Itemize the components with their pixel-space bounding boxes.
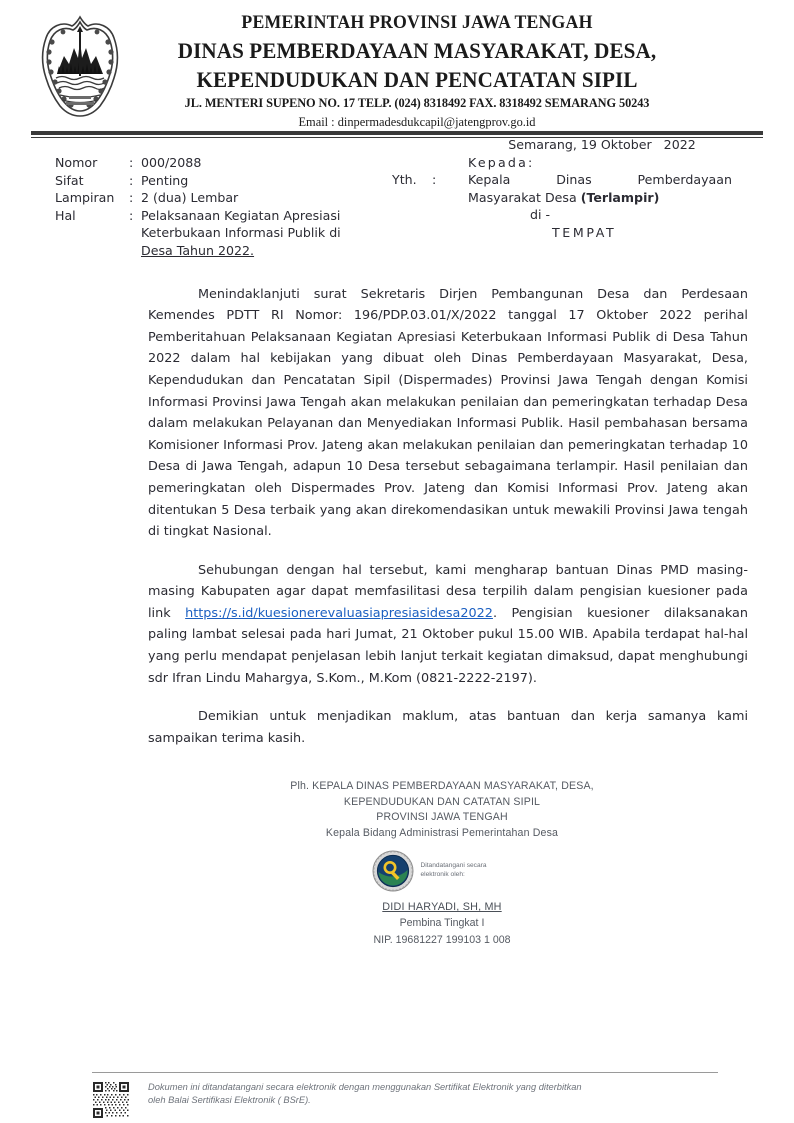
recipient-addressee-row (392, 171, 732, 241)
yth-colon: : (432, 172, 437, 188)
meta-label-nomor: Nomor (55, 155, 98, 170)
addressee-attachment-note: (Terlampir) (580, 189, 660, 205)
body-paragraph-3: Demikian untuk menjadikan maklum, atas bantuan dan kerja samanya kami sampaikan terima kasih. (148, 709, 748, 746)
questionnaire-link[interactable]: https://s.id/kuesionerevaluasiapresiasidesa2022 (185, 605, 493, 621)
signatory-rank: Pembina Tingkat I (399, 917, 485, 930)
addressee-line-2 (468, 189, 732, 207)
signature-title-line-1: Plh. KEPALA DINAS PEMBERDAYAAN MASYARAKAT, DESA, (290, 780, 594, 793)
meta-row-hal (55, 207, 385, 225)
letterhead-email: Email : dinpermadesdukcapil@jatengprov.go.id (298, 115, 536, 129)
meta-row-lampiran (55, 189, 385, 207)
footer-disclaimer-line-2: oleh Balai Sertifikasi Elektronik ( BSrE). (148, 1095, 311, 1105)
meta-row-hal-cont-2 (55, 242, 385, 260)
meta-colon-lampiran: : (129, 190, 134, 206)
signatory-nip: NIP. 19681227 199103 1 008 (373, 933, 511, 946)
electronic-signature-mark (150, 850, 734, 892)
footer-divider (92, 1072, 718, 1073)
addressee-word-3: Pemberdayaan (637, 172, 732, 188)
bsre-seal-icon (372, 850, 414, 892)
letterhead (0, 0, 794, 128)
letterhead-titles (0, 10, 794, 131)
meta-row-hal-cont-1 (55, 224, 385, 242)
meta-row-nomor (55, 154, 385, 172)
addressee-text (468, 171, 732, 241)
addressee-line2-text: Masyarakat Desa (468, 189, 577, 205)
footer-disclaimer (148, 1081, 728, 1107)
addressee-di-line: di - (530, 207, 551, 223)
meta-spacer-c (55, 242, 129, 260)
signature-title-line-3: PROVINSI JAWA TENGAH (376, 811, 508, 824)
body-paragraph-2-pre: Sehubungan dengan hal tersebut, kami mengharap bantuan Dinas PMD masing-masing Kabupaten agar dapat memfasilitasi desa terpilih dalam pengisian kuesioner pada link (148, 562, 748, 621)
footer-disclaimer-line-1: Dokumen ini ditandatangani secara elektronik dengan menggunakan Sertifikat Elektronik yang diterbitkan (148, 1082, 582, 1092)
body-paragraph-2-post: . Pengisian kuesioner dilaksanakan paling lambat selesai pada hari Jumat, 21 Oktober pukul 15.00 WIB. Apabila terdapat hal-hal yang perlu mendapat penjelasan lebih lanjut terkait kegiatan dimaksud, dapat menghubungi sdr Ifran Lindu Mahargya, S.Kom., M.Kom (0821-2222-2197). (148, 605, 748, 686)
meta-value-hal-line2: Keterbukaan Informasi Publik di (141, 225, 341, 241)
meta-colon-hal: : (129, 207, 134, 223)
electronic-signature-caption (421, 862, 513, 879)
meta-spacer-a (55, 224, 129, 242)
body-paragraph-1: Menindaklanjuti surat Sekretaris Dirjen Pembangunan Desa dan Perdesaan Kemendes PDTT RI Nomor: 196/PDP.03.01/X/2022 tanggal 17 Oktober 2022 perihal Pemberitahuan Pelaksanaan Kegiatan Apresiasi Keterbukaan Informasi Publik di Desa Tahun 2022 dalam hal kebijakan yang dibuat oleh Dinas Pemberdayaan Masyarakat, Desa, Kependudukan dan Pencatatan Sipil (Dispermades) Provinsi Jawa Tengah dengan Komisi Informasi Provinsi Jawa Tengah akan melakukan penilaian dan pemeringkatan terhadap Desa dalam melakukan Pelayanan dan Menyediakan Informasi Publik. Hasil pembahasan bersama Komisioner Informasi Prov. Jateng akan melakukan penilaian dan pemeringkatan terhadap 10 Desa di Jawa Tengah, adapun 10 Desa tersebut sebagaimana terlampir. Hasil penilaian dan pemeringkatan oleh Dispermades Prov. Jateng dan Komisi Informasi Prov. Jateng akan ditentukan 5 Desa terbaik yang akan direkomendasikan untuk mewakili Provinsi Jawa tengah di tingkat Nasional. (148, 286, 748, 540)
yth-label: Yth. (392, 172, 417, 188)
body-paragraph-2 (148, 560, 748, 690)
addressee-tempat-line: TEMPAT (552, 224, 617, 240)
divider-thick-line (31, 131, 763, 135)
meta-value-hal-line3: Desa Tahun 2022. (141, 242, 255, 258)
meta-value-lampiran: 2 (dua) Lembar (141, 190, 239, 206)
meta-spacer-d (129, 242, 141, 260)
signature-title-line-4: Kepala Bidang Administrasi Pemerintahan Desa (325, 826, 559, 839)
meta-colon-nomor: : (129, 155, 134, 170)
electronic-signature-qr-code-icon (92, 1081, 130, 1119)
letter-reference-fields (55, 154, 385, 260)
esign-caption-line-2: elektronik oleh: (420, 871, 465, 879)
meta-label-hal: Hal (55, 207, 76, 223)
meta-spacer-b (129, 224, 141, 242)
letter-date: Semarang, 19 Oktober 2022 (508, 137, 696, 152)
letterhead-line-2: DINAS PEMBERDAYAAN MASYARAKAT, DESA, (177, 38, 657, 63)
footer-block (92, 1081, 732, 1119)
addressee-word-2: Dinas (556, 172, 592, 188)
letter-meta-block (0, 137, 794, 260)
letterhead-line-3: KEPENDUDUKAN DAN PENCATATAN SIPIL (196, 67, 638, 92)
addressee-line-1 (468, 171, 732, 189)
meta-label-lampiran: Lampiran (55, 190, 115, 206)
meta-colon-sifat: : (129, 172, 134, 188)
meta-value-hal: Pelaksanaan Kegiatan Apresiasi (141, 207, 341, 223)
signature-block (0, 779, 794, 948)
meta-value-sifat: Penting (141, 172, 189, 188)
letter-body (0, 284, 794, 750)
esign-caption-line-1: Ditandatangani secara (420, 862, 487, 870)
addressee-word-1: Kepala (468, 172, 511, 188)
signatory-name: DIDI HARYADI, SH, MH (382, 901, 502, 914)
meta-row-sifat (55, 172, 385, 190)
recipient-block (392, 136, 732, 242)
meta-label-sifat: Sifat (55, 172, 84, 188)
letterhead-address: JL. MENTERI SUPENO NO. 17 TELP. (024) 8318492 FAX. 8318492 SEMARANG 50243 (184, 96, 650, 110)
kepada-label: Kepada: (468, 154, 535, 170)
letterhead-line-1: PEMERINTAH PROVINSI JAWA TENGAH (241, 13, 593, 33)
meta-value-nomor: 000/2088 (141, 155, 202, 170)
signature-title-line-2: KEPENDUDUKAN DAN CATATAN SIPIL (343, 795, 541, 808)
